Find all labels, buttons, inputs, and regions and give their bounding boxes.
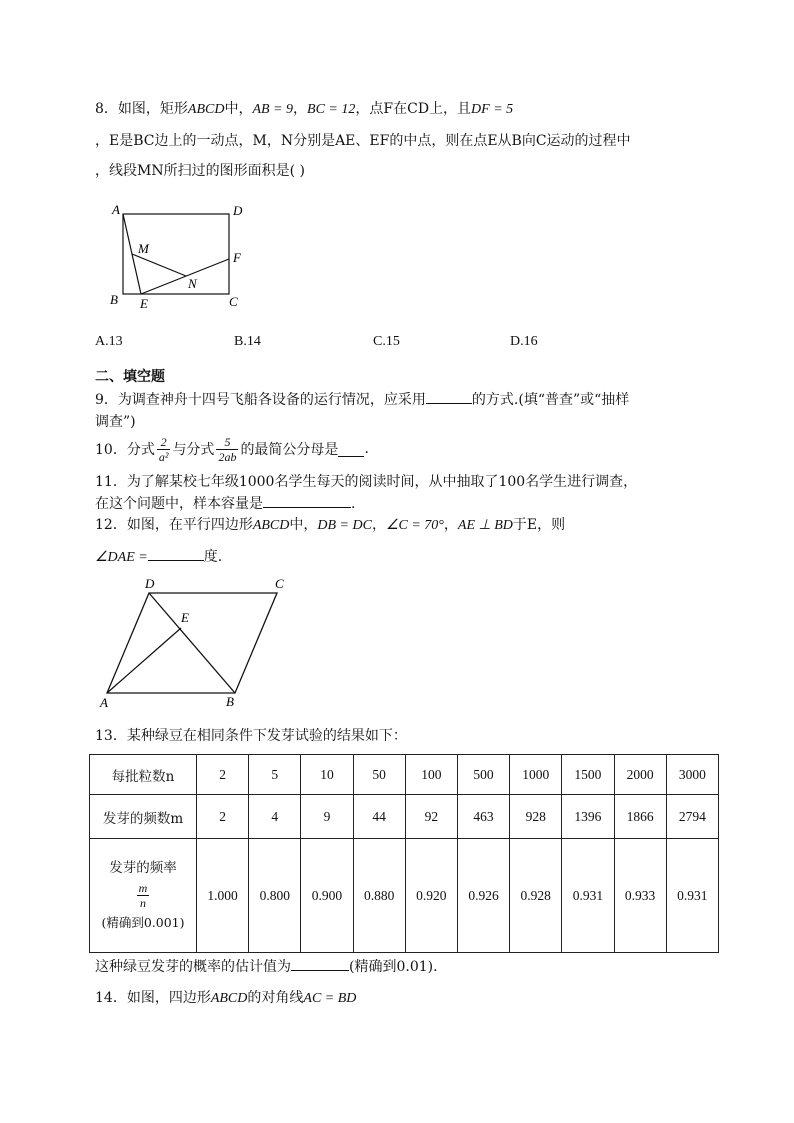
row-head-frequency: 发芽的频率 $\frac{m}{n}$ (精确到0.001)	[90, 839, 197, 953]
q11-line2: 在这个问题中，样本容量是 .	[95, 493, 355, 513]
q8-line3: ，线段MN所扫过的图形面积是( )	[95, 163, 305, 179]
diagonal-db	[149, 593, 235, 693]
q9-line1: 9．为调查神舟十四号飞船各设备的运行情况，应采用 的方式.(填“普查”或“抽样	[95, 389, 629, 409]
label-d: D	[145, 576, 155, 591]
label-b: B	[110, 292, 118, 307]
segment-ef	[141, 259, 229, 294]
q14-line: 14．如图，四边形ABCD的对角线AC = BD	[95, 990, 357, 1006]
table-row-m: 发芽的频数m 2 4 9 44 92 463 928 1396 1866 2794	[90, 795, 719, 839]
q13-after: 这种绿豆发芽的概率的估计值为 (精确到0.01).	[95, 956, 438, 976]
label-d: D	[233, 203, 243, 218]
fraction-5-over-2ab: $\frac{5}{2ab}$	[218, 434, 237, 464]
q12-parallelogram-figure	[95, 572, 295, 712]
q8-rectangle-figure	[100, 198, 260, 313]
q10-line: 10．分式 $\frac{2}{\text{a²}}$ 与分式 $\frac{5}{2ab}$ 的最简公分母是 .	[95, 434, 369, 464]
choice-c: C.15	[373, 334, 400, 349]
label-m: M	[138, 241, 149, 256]
q8-line1: 8．如图，矩形ABCD中，AB = 9，BC = 12，点F在CD上，且DF = 5	[95, 101, 514, 117]
q10-blank	[338, 442, 364, 457]
choice-d: D.16	[510, 334, 538, 349]
germination-table	[89, 754, 719, 953]
q12-line2: ∠DAE = 度.	[95, 546, 222, 566]
label-a: A	[100, 695, 108, 710]
row-head-n: 每批粒数n	[90, 755, 197, 795]
q9-line2: 调查”)	[95, 414, 136, 430]
label-c: C	[275, 576, 284, 591]
table-row-frequency: 发芽的频率 $\frac{m}{n}$ (精确到0.001) 1.000 0.800 0.900 0.880 0.920 0.926 0.928 0.931 0.933 0.931	[90, 839, 719, 953]
label-c: C	[229, 294, 238, 309]
label-b: B	[226, 694, 234, 709]
q13-intro: 13．某种绿豆在相同条件下发芽试验的结果如下：	[95, 728, 407, 744]
table-row-n: 每批粒数n 2 5 10 50 100 500 1000 1500 2000 3000	[90, 755, 719, 795]
q12-blank	[148, 546, 204, 561]
segment-mn	[132, 254, 186, 276]
label-f: F	[233, 250, 241, 265]
q11-line1: 11．为了解某校七年级1000名学生每天的阅读时间，从中抽取了100名学生进行调查，	[95, 474, 638, 490]
q9-blank	[426, 389, 472, 404]
q12-line1: 12．如图，在平行四边形ABCD中，DB = DC，∠C = 70°，AE ⊥ BD于E，则	[95, 517, 566, 533]
row-head-m: 发芽的频数m	[90, 795, 197, 839]
label-a: A	[112, 202, 120, 217]
q11-blank	[263, 493, 351, 508]
segment-ae	[107, 628, 181, 693]
section-heading: 二、填空题	[95, 369, 165, 385]
label-e: E	[181, 610, 189, 625]
label-e: E	[140, 296, 148, 311]
label-n: N	[188, 276, 197, 291]
choice-a: A.13	[95, 334, 123, 349]
choice-b: B.14	[234, 334, 261, 349]
fraction-2-over-a2: $\frac{2}{\text{a²}}$	[158, 434, 169, 464]
q8-line2: ，E是BC边上的一动点，M，N分别是AE、EF的中点，则在点E从B向C运动的过程中	[95, 133, 631, 149]
q13-blank	[291, 956, 349, 971]
